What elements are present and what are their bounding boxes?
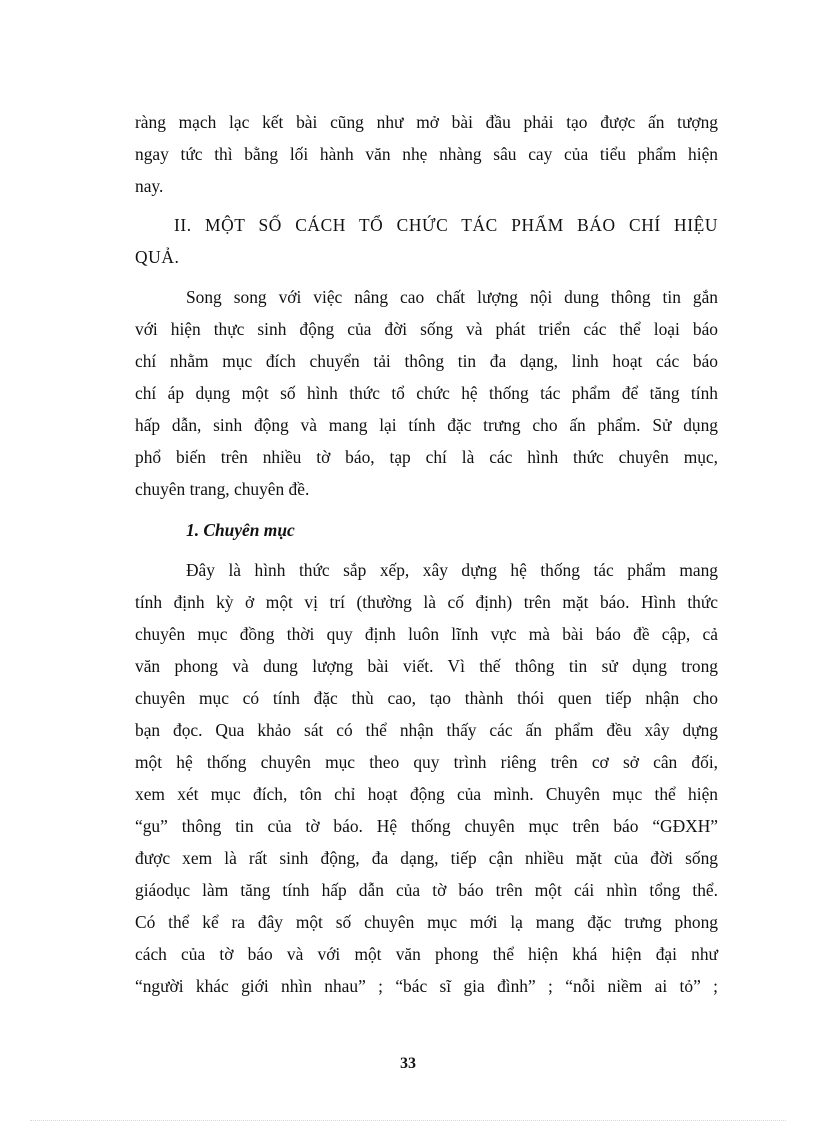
body-text-line: xem xét mục đích, tôn chỉ hoạt động của mình. Chuyên mục thể hiện: [135, 784, 718, 804]
page-bottom-divider: [30, 1120, 786, 1121]
body-text-line: “gu” thông tin của tờ báo. Hệ thống chuyên mục trên báo “GĐXH”: [135, 816, 718, 836]
body-text-line: “người khác giới nhìn nhau” ; “bác sĩ gia đình” ; “nỗi niềm ai tỏ” ;: [135, 976, 718, 996]
body-text-line: với hiện thực sinh động của đời sống và phát triển các thể loại báo: [135, 319, 718, 339]
body-text-line: giáodục làm tăng tính hấp dẫn của tờ báo trên một cái nhìn tổng thể.: [135, 880, 718, 900]
section-heading: II. MỘT SỐ CÁCH TỔ CHỨC TÁC PHẨM BÁO CHÍ HIỆU: [174, 215, 718, 235]
body-text-line: hấp dẫn, sinh động và mang lại tính đặc trưng cho ấn phẩm. Sử dụng: [135, 415, 718, 435]
body-text-line: Có thể kể ra đây một số chuyên mục mới lạ mang đặc trưng phong: [135, 912, 718, 932]
body-text-line: ngay tức thì bằng lối hành văn nhẹ nhàng sâu cay của tiểu phẩm hiện: [135, 144, 718, 164]
body-text-line: chuyên trang, chuyên đề.: [135, 479, 310, 499]
body-text-line: Đây là hình thức sắp xếp, xây dựng hệ thống tác phẩm mang: [186, 560, 718, 580]
body-text-line: ràng mạch lạc kết bài cũng như mở bài đầu phải tạo được ấn tượng: [135, 112, 718, 132]
body-text-line: chuyên mục đồng thời quy định luôn lĩnh vực mà bài báo đề cập, cả: [135, 624, 718, 644]
body-text-line: cách của tờ báo và với một văn phong thể hiện khá hiện đại như: [135, 944, 718, 964]
page-number: 33: [400, 1055, 416, 1072]
body-text-line: bạn đọc. Qua khảo sát có thể nhận thấy các ấn phẩm đều xây dựng: [135, 720, 718, 740]
body-text-line: tính định kỳ ở một vị trí (thường là cố định) trên mặt báo. Hình thức: [135, 592, 718, 612]
body-text-line: chí nhằm mục đích chuyển tải thông tin đa dạng, linh hoạt các báo: [135, 351, 718, 371]
body-text-line: nay.: [135, 176, 164, 196]
body-text-line: một hệ thống chuyên mục theo quy trình riêng trên cơ sở cân đối,: [135, 752, 718, 772]
section-heading: QUẢ.: [135, 247, 180, 267]
body-text-line: phổ biến trên nhiều tờ báo, tạp chí là các hình thức chuyên mục,: [135, 447, 718, 467]
body-text-line: chuyên mục có tính đặc thù cao, tạo thành thói quen tiếp nhận cho: [135, 688, 718, 708]
body-text-line: Song song với việc nâng cao chất lượng nội dung thông tin gắn: [186, 287, 718, 307]
body-text-line: chí áp dụng một số hình thức tổ chức hệ thống tác phẩm để tăng tính: [135, 383, 718, 403]
subsection-heading: 1. Chuyên mục: [186, 520, 295, 540]
body-text-line: được xem là rất sinh động, đa dạng, tiếp cận nhiều mặt của đời sống: [135, 848, 718, 868]
body-text-line: văn phong và dung lượng bài viết. Vì thế thông tin sử dụng trong: [135, 656, 718, 676]
